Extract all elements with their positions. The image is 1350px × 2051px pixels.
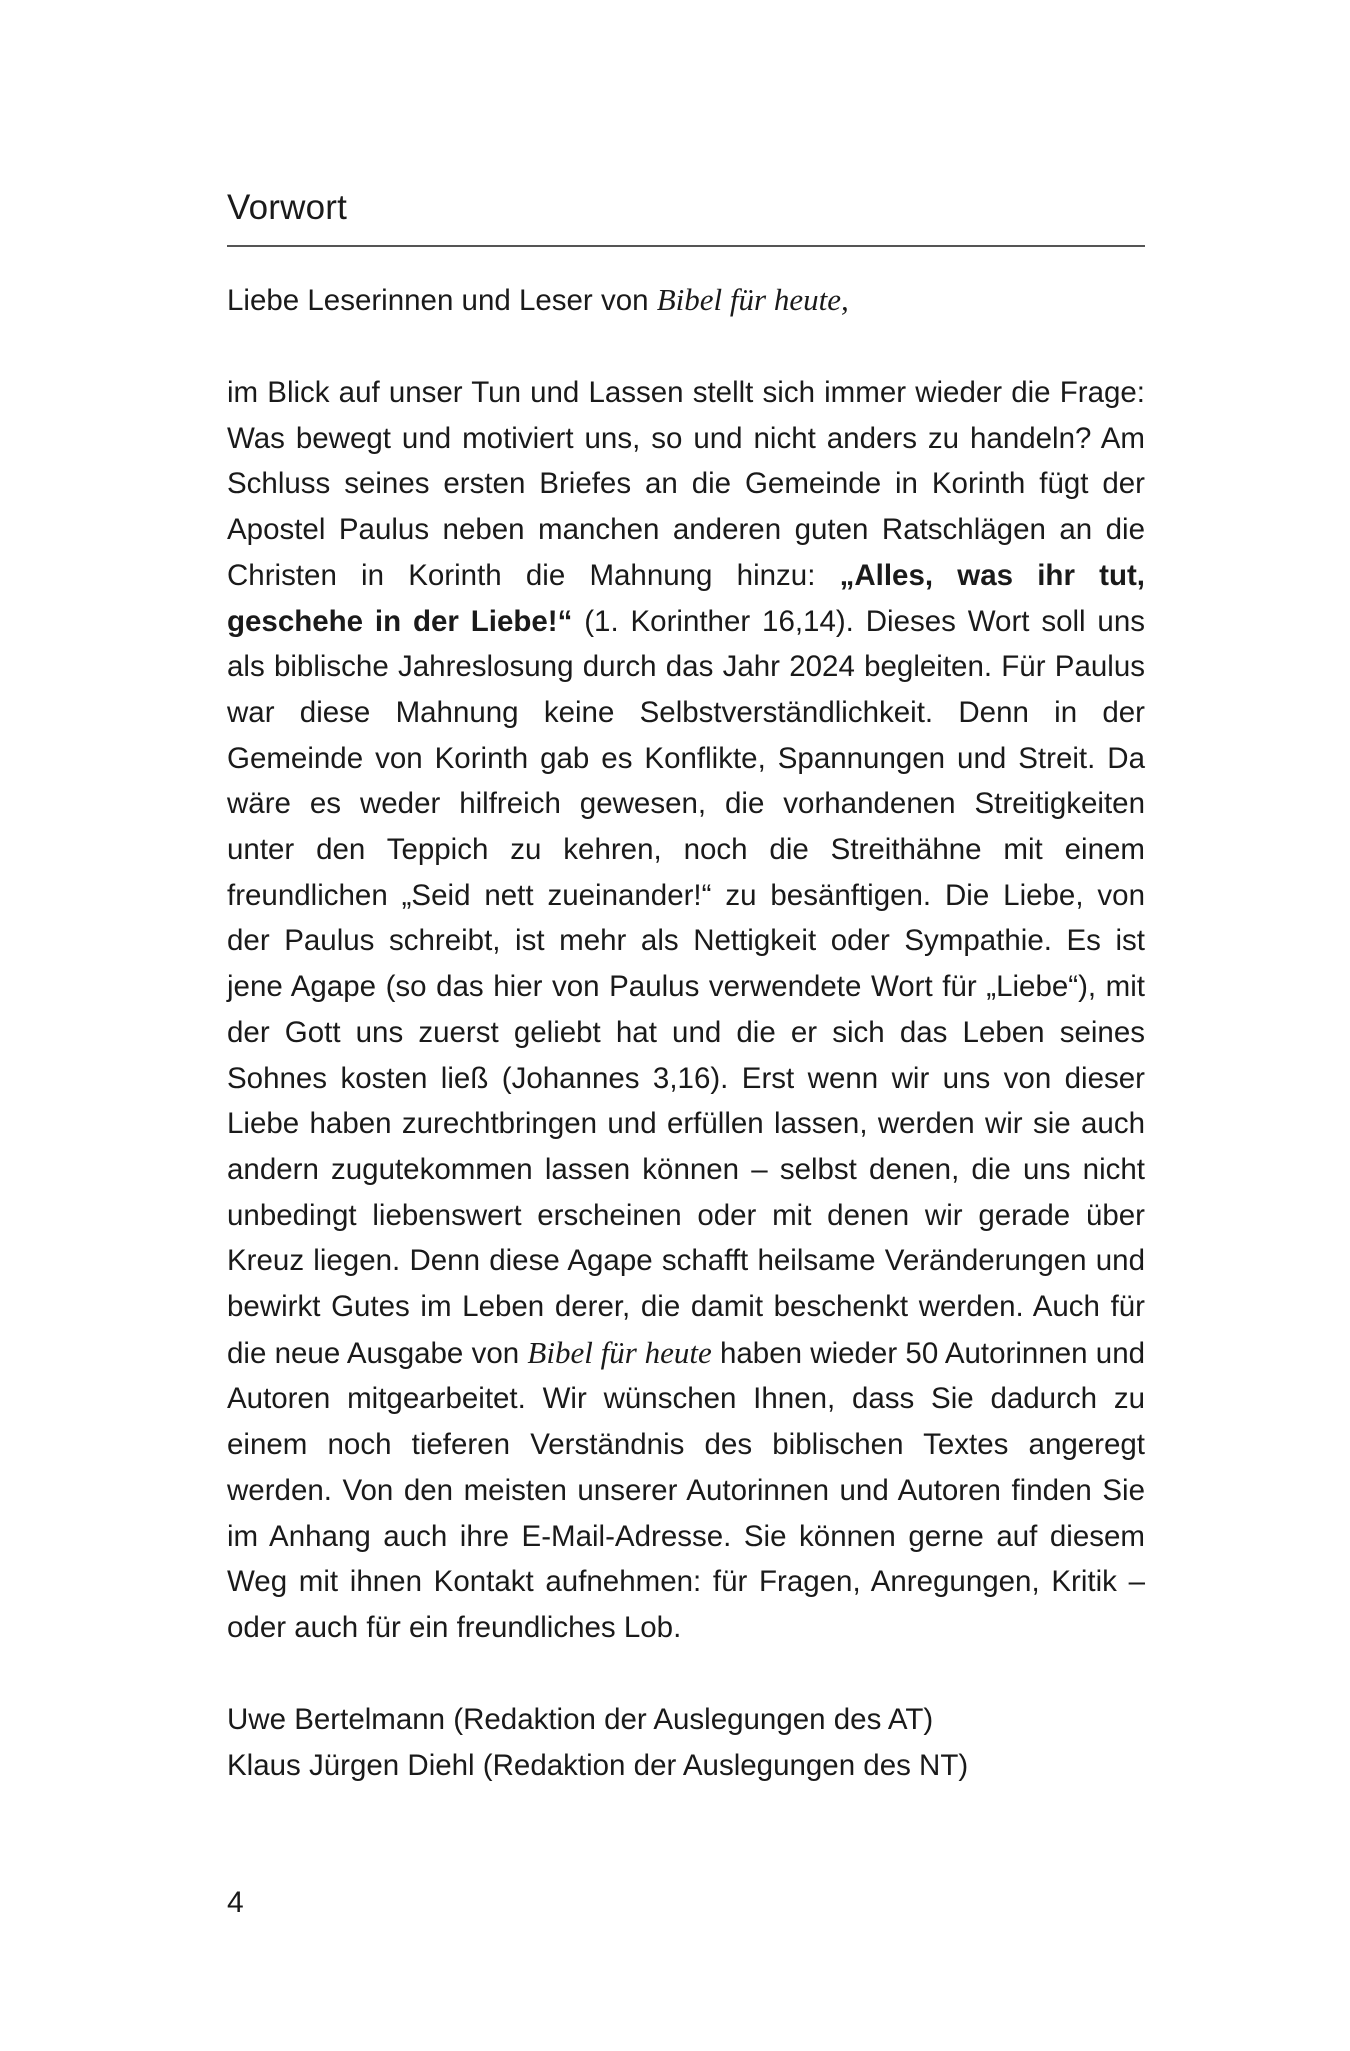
page-content [227,185,1145,1789]
body-text-part-3: haben wieder 50 Autorinnen und Autoren mitgearbeitet. Wir wünschen Ihnen, dass Sie dadurch zu einem noch tieferen Verständnis des biblischen Textes angeregt werden. Von den meisten unserer Autorinnen und Autoren finden Sie im Anhang auch ihre E-Mail-Adresse. Sie können gerne auf diesem Weg mit ihnen Kontakt aufnehmen: für Fragen, Anregungen, Kritik – oder auch für ein freundliches Lob. [227,1336,1146,1644]
annual-motto-quote: „Alles, was ihr tut, geschehe in der Liebe!“ [227,558,1145,638]
body-paragraph [227,370,1145,1651]
body-text-part-2: (1. Korinther 16,14). Dieses Wort soll uns als biblische Jahreslosung durch das Jahr 2024 begleiten. Für Paulus war diese Mahnung keine Selbstverständlichkeit. Denn in der Gemeinde von Korinth gab es Konflikte, Spannungen und Streit. Da wäre es weder hilfreich gewesen, die vorhandenen Streitigkeiten unter den Teppich zu kehren, noch die Streithähne mit einem freundlichen „Seid nett zueinander!“ zu besänftigen. Die Liebe, von der Paulus schreibt, ist mehr als Nettigkeit oder Sympathie. Es ist jene Agape (so das hier von Paulus verwendete Wort für „Liebe“), mit der Gott uns zuerst geliebt hat und die er sich das Leben seines Sohnes kosten ließ (Johannes 3,16). Erst wenn wir uns von dieser Liebe haben zurechtbringen und erfüllen lassen, werden wir sie auch andern zugutekommen lassen können – selbst denen, die uns nicht unbedingt liebenswert erscheinen oder mit denen wir gerade über Kreuz liegen. Denn diese Agape schafft heilsame Veränderungen und bewirkt Gutes im Leben derer, die damit beschenkt werden. Auch für die neue Ausgabe von [227,604,1145,1370]
signature-ot-editor: Uwe Bertelmann (Redaktion der Auslegungen des AT) [227,1702,934,1736]
signature-block [227,1697,1145,1789]
salutation-book-title: Bibel für heute, [656,282,849,317]
page-title: Vorwort [227,185,1145,247]
body-text-part-1: im Blick auf unser Tun und Lassen stellt sich immer wieder die Frage: Was bewegt und motiviert uns, so und nicht anders zu handeln? Am Schluss seines ersten Briefes an die Gemeinde in Korinth fügt der Apostel Paulus neben manchen anderen guten Ratschlägen an die Christen in Korinth die Mahnung hinzu: [227,376,1145,592]
signature-nt-editor: Klaus Jürgen Diehl (Redaktion der Auslegungen des NT) [227,1748,969,1782]
salutation [227,277,1145,324]
body-book-title: Bibel für heute [527,1334,712,1370]
salutation-prefix: Liebe Leserinnen und Leser von [227,284,657,317]
page-number: 4 [227,1886,244,1919]
